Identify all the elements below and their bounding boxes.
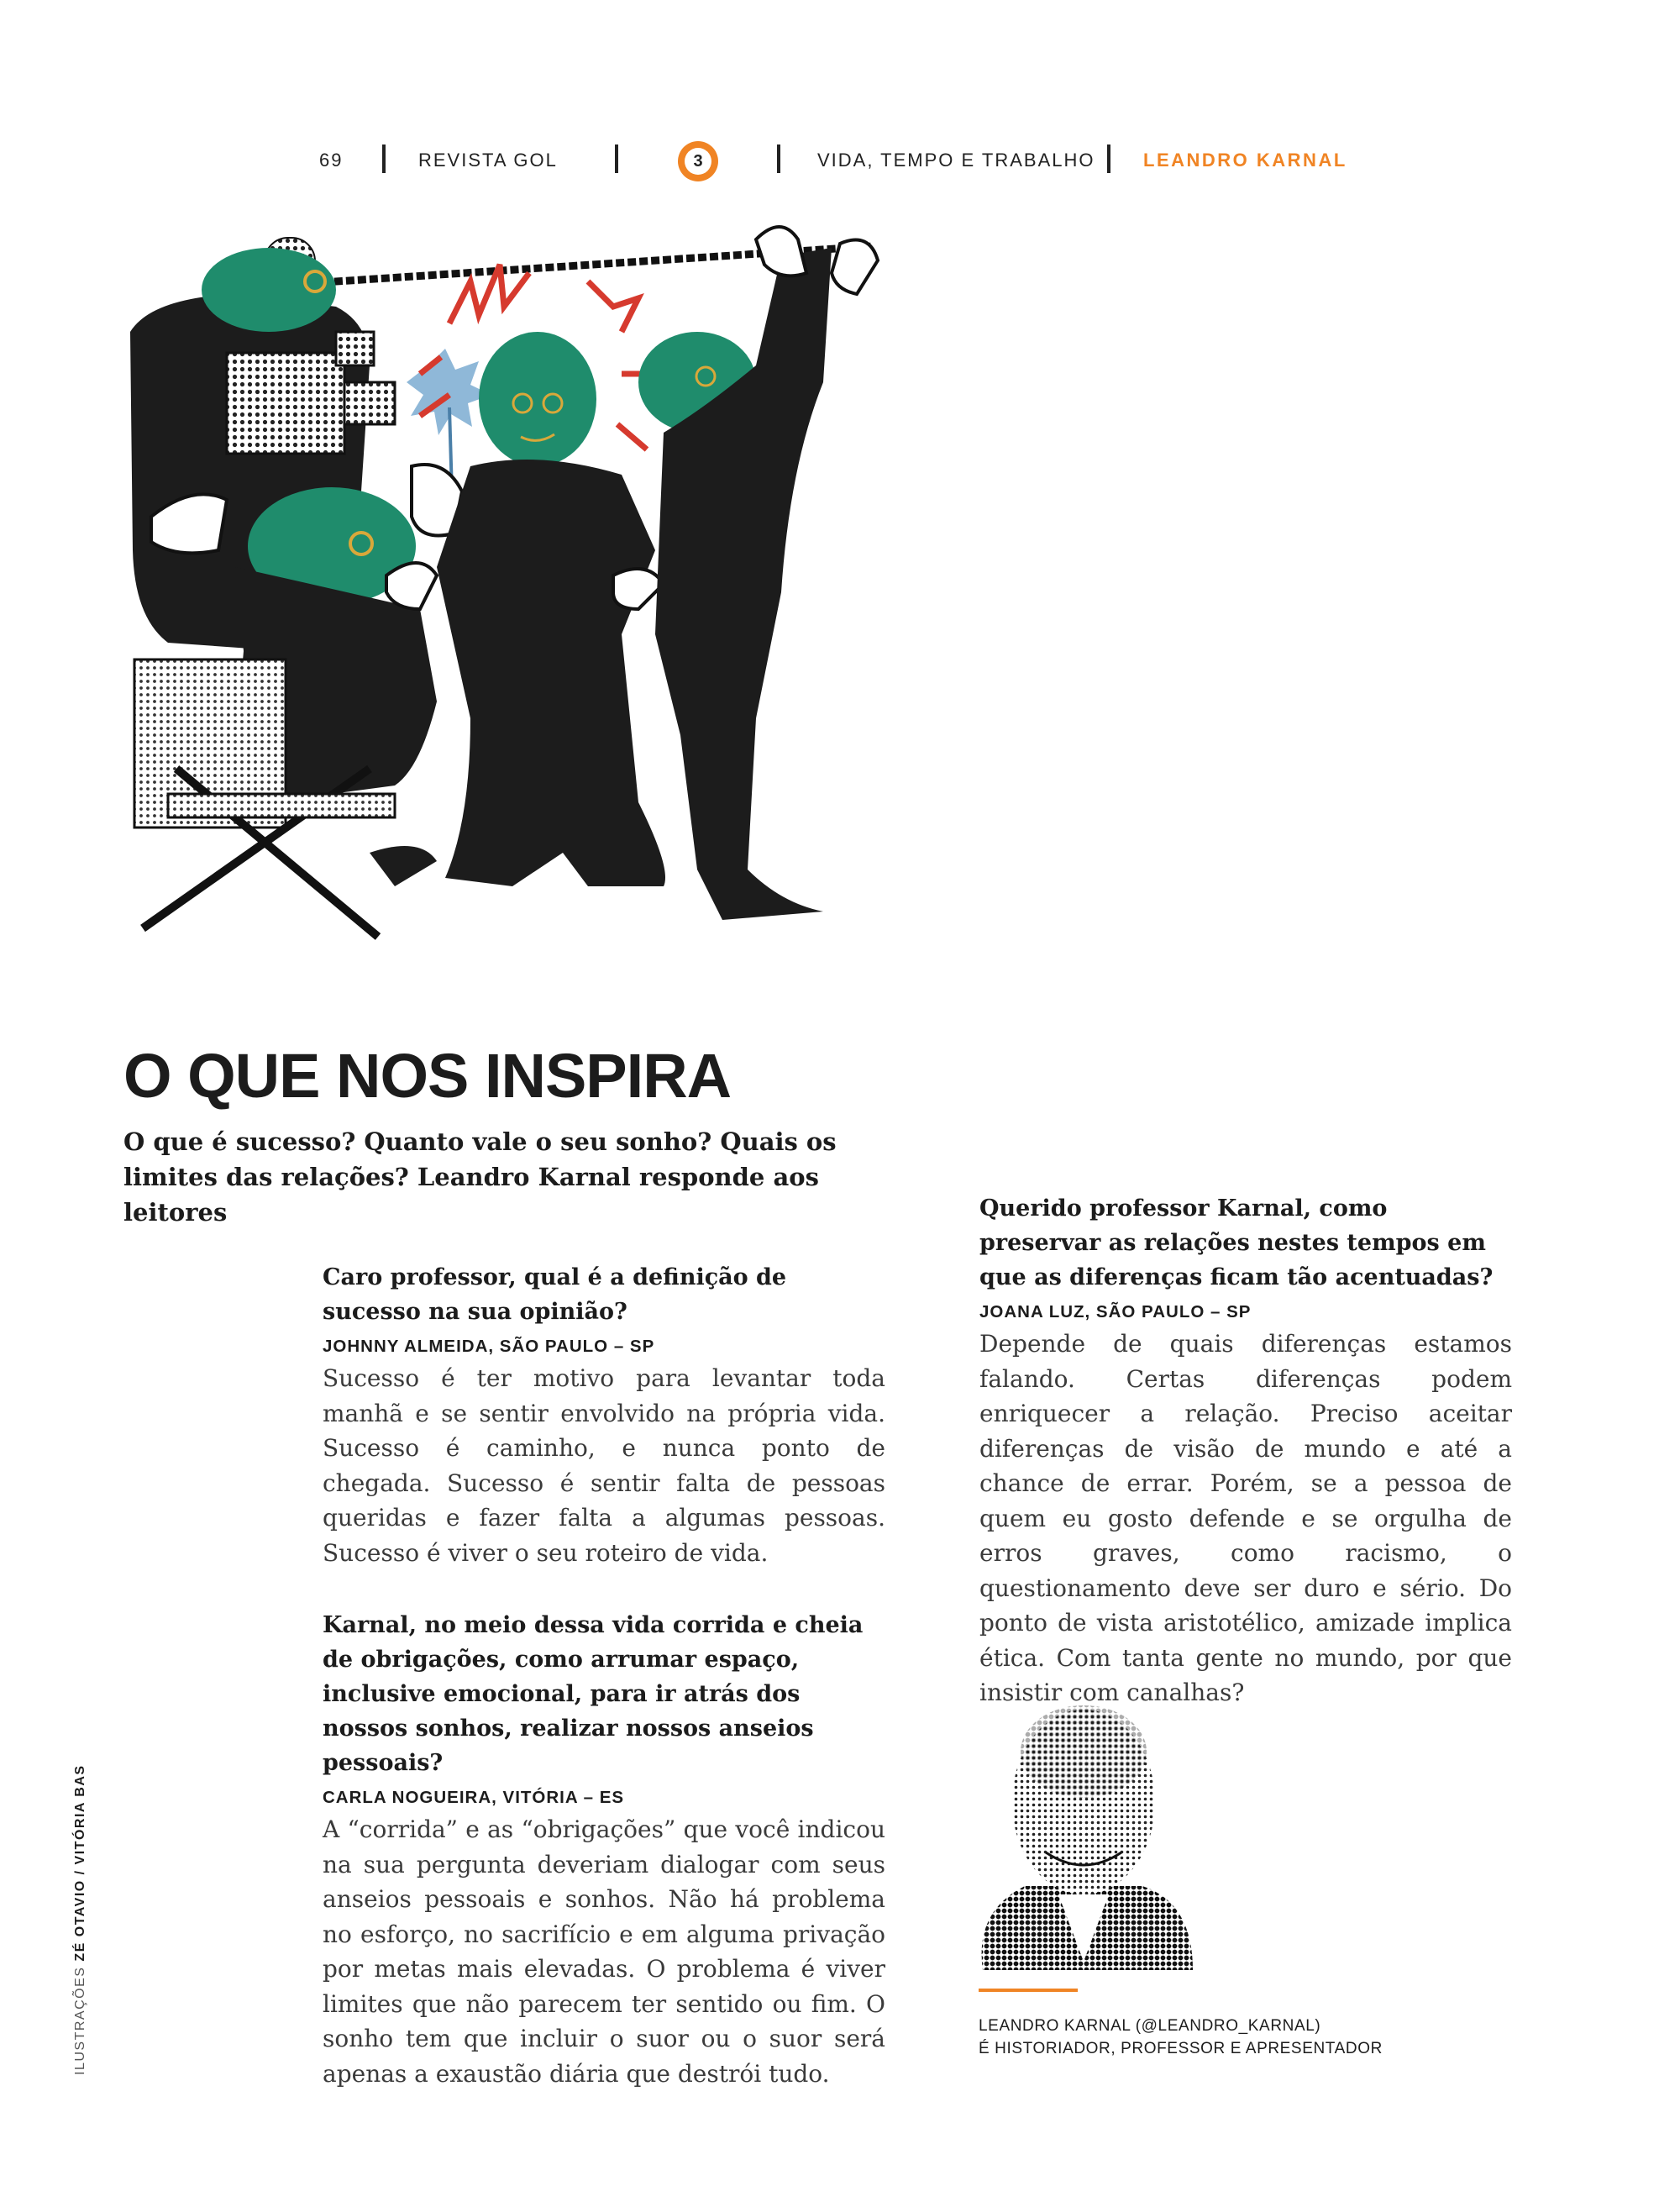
reader-name: JOANA LUZ, SÃO PAULO – SP <box>979 1302 1252 1321</box>
header-divider <box>777 144 780 173</box>
section-name: VIDA, TEMPO E TRABALHO <box>817 150 1095 171</box>
answer-text: Depende de quais diferenças estamos falando. Certas diferenças podem enriquecer a relação. Preciso aceitar diferenças de visão de mundo e até a chance de errar. Porém, se a pessoa de quem eu gosto defende e se orgulha de erros graves, como racismo, o questionamento deve ser duro e sério. Do ponto de vista aristotélico, amizade implica ética. Com tanta gente no mundo, por que insistir com canalhas? <box>979 1330 1512 1706</box>
author-bio <box>979 2015 1383 2060</box>
reader-question: Querido professor Karnal, como preservar as relações nestes tempos em que as diferenças ficam tão acentuadas? <box>979 1195 1494 1290</box>
credit-names: ZÉ OTAVIO / VITÓRIA BAS <box>73 1764 87 1962</box>
author-name: LEANDRO KARNAL <box>1143 150 1347 171</box>
page-header <box>0 141 1680 178</box>
reader-name: JOHNNY ALMEIDA, SÃO PAULO – SP <box>323 1337 655 1356</box>
reader-question: Caro professor, qual é a definição de sucesso na sua opinião? <box>323 1264 787 1325</box>
author-bio-name: LEANDRO KARNAL (@LEANDRO_KARNAL) <box>979 2017 1321 2035</box>
qa-block <box>979 1191 1512 1710</box>
film-crew-illustration <box>118 214 949 954</box>
article-subtitle: O que é sucesso? Quanto vale o seu sonho? Quais os limites das relações? Leandro Karnal responde aos leitores <box>123 1127 837 1227</box>
magazine-name: REVISTA GOL <box>418 150 558 171</box>
illustration-credit <box>73 1764 88 2075</box>
author-bio-role: É HISTORIADOR, PROFESSOR E APRESENTADOR <box>979 2040 1383 2057</box>
qa-block <box>323 1608 885 2091</box>
header-divider <box>1107 144 1110 173</box>
answer-text: A “corrida” e as “obrigações” que você indicou na sua pergunta deveriam dialogar com seus anseios pessoais e sonhos. Não há problema no esforço, no sacrifício e em alguma privação por metas mais elevadas. O problema é viver limites que não parecem ter sentido ou fim. O sonho tem que incluir o suor ou o suor será apenas a exaustão diária que destrói tudo. <box>323 1815 885 2088</box>
header-divider <box>615 144 618 173</box>
section-number: 3 <box>685 148 711 175</box>
page-number: 69 <box>319 150 344 171</box>
answer-text: Sucesso é ter motivo para levantar toda manhã e se sentir envolvido na própria vida. Sucesso é caminho, e nunca ponto de chegada. Sucesso é sentir falta de pessoas queridas e fazer falta a algumas pessoas. Sucesso é viver o seu roteiro de vida. <box>323 1364 885 1567</box>
reader-question: Karnal, no meio dessa vida corrida e cheia de obrigações, como arrumar espaço, inclusive emocional, para ir atrás dos nossos sonhos, realizar nossos anseios pessoais? <box>323 1612 864 1776</box>
reader-name: CARLA NOGUEIRA, VITÓRIA – ES <box>323 1788 625 1807</box>
qa-block <box>323 1260 885 1570</box>
section-number-badge <box>678 141 718 181</box>
credit-label: ILUSTRAÇÕES <box>73 1966 87 2075</box>
accent-divider <box>979 1989 1078 1992</box>
article-title: O QUE NOS INSPIRA <box>123 1041 732 1111</box>
header-divider <box>382 144 386 173</box>
author-portrait <box>966 1684 1201 1970</box>
